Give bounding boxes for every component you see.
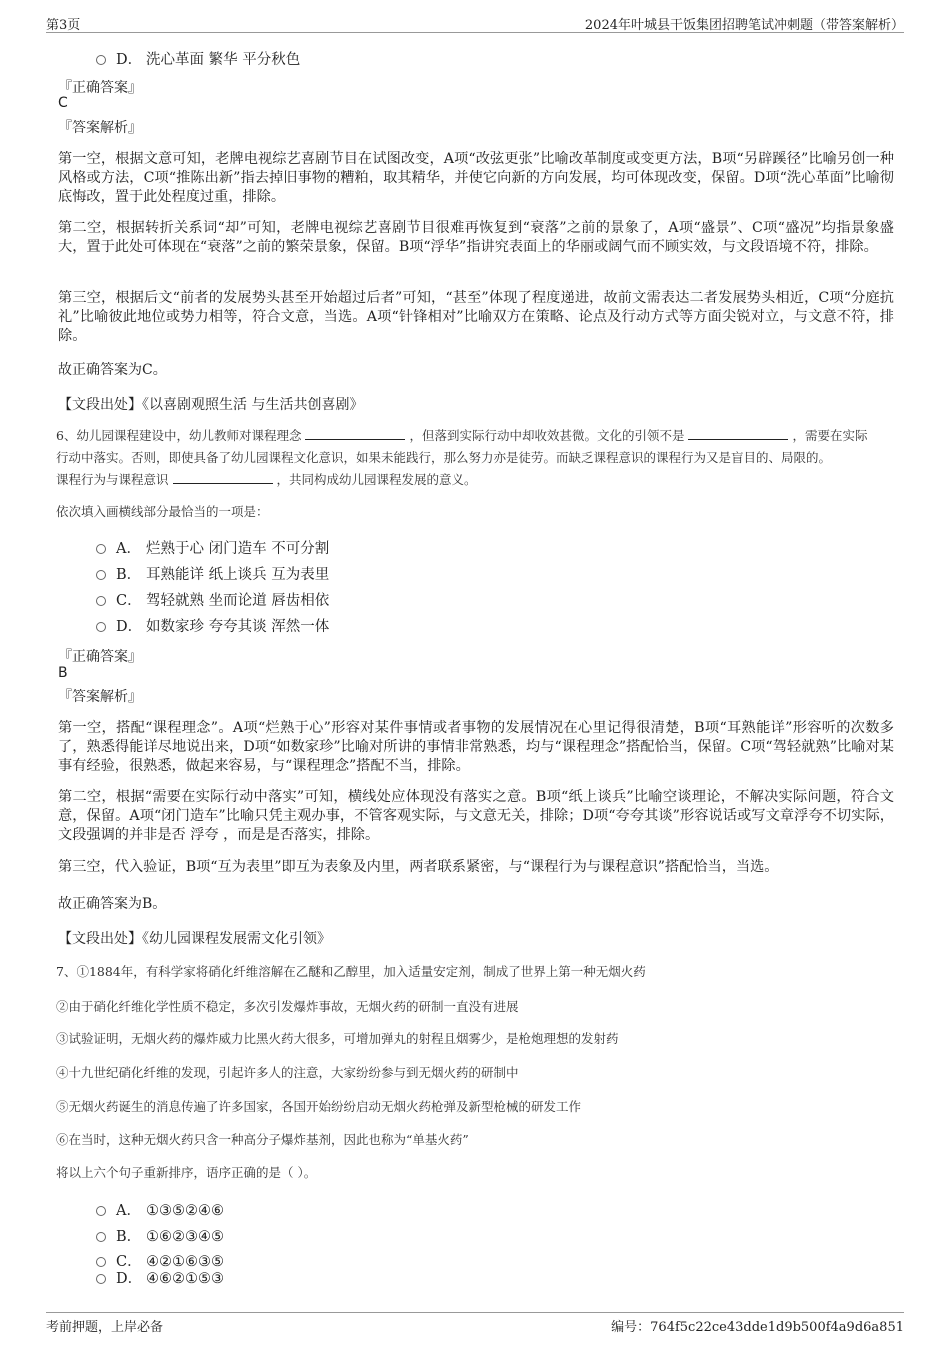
q7-sentence-6: ⑥在当时，这种无烟火药只含一种高分子爆炸基剂，因此也称为“单基火药” — [56, 1132, 469, 1147]
blank-3 — [173, 471, 273, 484]
q5-analysis-label: 『答案解析』 — [58, 120, 142, 136]
q6-conclusion: 故正确答案为B。 — [58, 896, 167, 912]
q6-stem-line-2: 行动中落实。否则，即使具备了幼儿园课程文化意识，如果未能践行，那么努力亦是徒劳。而缺乏课程意识的课程行为又是盲目的、局限的。 — [56, 450, 832, 465]
q7-prompt: 将以上六个句子重新排序，语序正确的是（ ）。 — [56, 1165, 317, 1180]
q6-stem — [56, 425, 896, 491]
q7-sentence-4: ④十九世纪硝化纤维的发现，引起许多人的注意，大家纷纷参与到无烟火药的研制中 — [56, 1065, 519, 1080]
q7-option-c[interactable]: C． ④②①⑥③⑤ — [96, 1250, 224, 1271]
q6-source: 【文段出处】《幼儿园课程发展需文化引领》 — [58, 931, 331, 947]
q5-answer-label: 『正确答案』 — [58, 80, 142, 96]
q5-option-d[interactable]: D． 洗心革面 繁华 平分秋色 — [96, 48, 300, 69]
q6-analysis-label: 『答案解析』 — [58, 689, 142, 705]
footer-slogan: 考前押题，上岸必备 — [46, 1320, 164, 1335]
page-header — [46, 12, 904, 33]
q6-answer: B — [58, 665, 68, 681]
radio-icon[interactable] — [96, 55, 106, 65]
radio-icon[interactable] — [96, 1206, 106, 1216]
q6-analysis-paragraph-3: 第三空，代入验证，B项“互为表里”即互为表象及内里，两者联系紧密，与“课程行为与课程意识”搭配恰当，当选。 — [58, 859, 779, 875]
page-number: 第3页 — [46, 18, 81, 33]
q7-sentence-1: 7、①1884年，有科学家将硝化纤维溶解在乙醚和乙醇里，加入适量安定剂，制成了世界上第一种无烟火药 — [56, 964, 646, 979]
q6-option-c[interactable]: C． 驾轻就熟 坐而论道 唇齿相依 — [96, 589, 329, 610]
q6-stem-line-1: 6、幼儿园课程建设中，幼儿教师对课程理念 ，但落到实际行动中却收效甚微。文化的引领不是 ，需要在实际 — [56, 428, 868, 443]
page-footer — [46, 1312, 904, 1337]
blank-1 — [305, 427, 405, 440]
q5-analysis-paragraph-3: 第三空，根据后文“前者的发展势头甚至开始超过后者”可知，“甚至”体现了程度递进，故前文需表达二者发展势头相近，C项“分庭抗礼”比喻彼此地位或势力相等，符合文意，当选。A项“针锋相对”比喻双方在策略、论点及行动方式等方面尖锐对立，与文意不符，排除。 — [58, 290, 894, 344]
q7-sentence-5: ⑤无烟火药诞生的消息传遍了许多国家，各国开始纷纷启动无烟火药枪弹及新型枪械的研发工作 — [56, 1099, 582, 1114]
q5-analysis-paragraph-2: 第二空，根据转折关系词“却”可知，老牌电视综艺喜剧节目很难再恢复到“衰落”之前的景象了，A项“盛景”、C项“盛况”均指景象盛大，置于此处可体现在“衰落”之前的繁荣景象，保留。B项“浮华”指讲究表面上的华丽或阔气而不顾实效，与文段语境不符，排除。 — [58, 220, 894, 255]
q5-source: 【文段出处】《以喜剧观照生活 与生活共创喜剧》 — [58, 397, 364, 413]
q7-option-d[interactable]: D． ④⑥②①⑤③ — [96, 1267, 224, 1288]
radio-icon[interactable] — [96, 622, 106, 632]
q5-analysis-paragraph-1: 第一空，根据文意可知，老牌电视综艺喜剧节目在试图改变，A项“改弦更张”比喻改革制度或变更方法，B项“另辟蹊径”比喻另创一种风格或方法，C项“推陈出新”指去掉旧事物的糟粕，取其精华，并使它向新的方向发展，均可体现改变，保留。D项“洗心革面”比喻彻底悔改，置于此处程度过重，排除。 — [58, 151, 894, 205]
radio-icon[interactable] — [96, 570, 106, 580]
q6-option-a[interactable]: A． 烂熟于心 闭门造车 不可分割 — [96, 537, 329, 558]
radio-icon[interactable] — [96, 1232, 106, 1242]
document-id: 编号：764f5c22ce43dde1d9b500f4a9d6a851 — [611, 1320, 904, 1335]
q6-analysis-paragraph-2: 第二空，根据“需要在实际行动中落实”可知，横线处应体现没有落实之意。B项“纸上谈兵”比喻空谈理论，不解决实际问题，符合文意，保留。A项“闭门造车”比喻只凭主观办事，不管客观实际，与文意无关，排除；D项“夸夸其谈”形容说话或写文章浮夸不切实际，文段强调的并非是否 浮夸 ，而是是否落实，排除。 — [58, 789, 894, 843]
q5-conclusion: 故正确答案为C。 — [58, 362, 167, 378]
radio-icon[interactable] — [96, 544, 106, 554]
q6-stem-line-3: 课程行为与课程意识 ，共同构成幼儿园课程发展的意义。 — [56, 472, 477, 487]
radio-icon[interactable] — [96, 596, 106, 606]
q6-analysis-paragraph-1: 第一空，搭配“课程理念”。A项“烂熟于心”形容对某件事情或者事物的发展情况在心里记得很清楚，B项“耳熟能详”形容听的次数多了，熟悉得能详尽地说出来，D项“如数家珍”比喻对所讲的事情非常熟悉，均与“课程理念”搭配恰当，保留。C项“驾轻就熟”比喻对某事有经验，很熟悉，做起来容易，与“课程理念”搭配不当，排除。 — [58, 720, 894, 774]
radio-icon[interactable] — [96, 1274, 106, 1284]
q6-option-b[interactable]: B． 耳熟能详 纸上谈兵 互为表里 — [96, 563, 329, 584]
q7-option-a[interactable]: A． ①③⑤②④⑥ — [96, 1199, 224, 1220]
q6-answer-label: 『正确答案』 — [58, 649, 142, 665]
q7-sentence-2: ②由于硝化纤维化学性质不稳定，多次引发爆炸事故，无烟火药的研制一直没有进展 — [56, 999, 519, 1014]
radio-icon[interactable] — [96, 1257, 106, 1267]
document-title: 2024年叶城县干饭集团招聘笔试冲刺题（带答案解析） — [584, 18, 904, 33]
q6-prompt: 依次填入画横线部分最恰当的一项是： — [56, 504, 269, 519]
q6-option-d[interactable]: D． 如数家珍 夸夸其谈 浑然一体 — [96, 615, 329, 636]
blank-2 — [688, 427, 788, 440]
q7-sentence-3: ③试验证明，无烟火药的爆炸威力比黑火药大很多，可增加弹丸的射程且烟雾少，是枪炮理想的发射药 — [56, 1031, 619, 1046]
q7-option-b[interactable]: B． ①⑥②③④⑤ — [96, 1225, 224, 1246]
q5-answer: C — [58, 95, 68, 111]
